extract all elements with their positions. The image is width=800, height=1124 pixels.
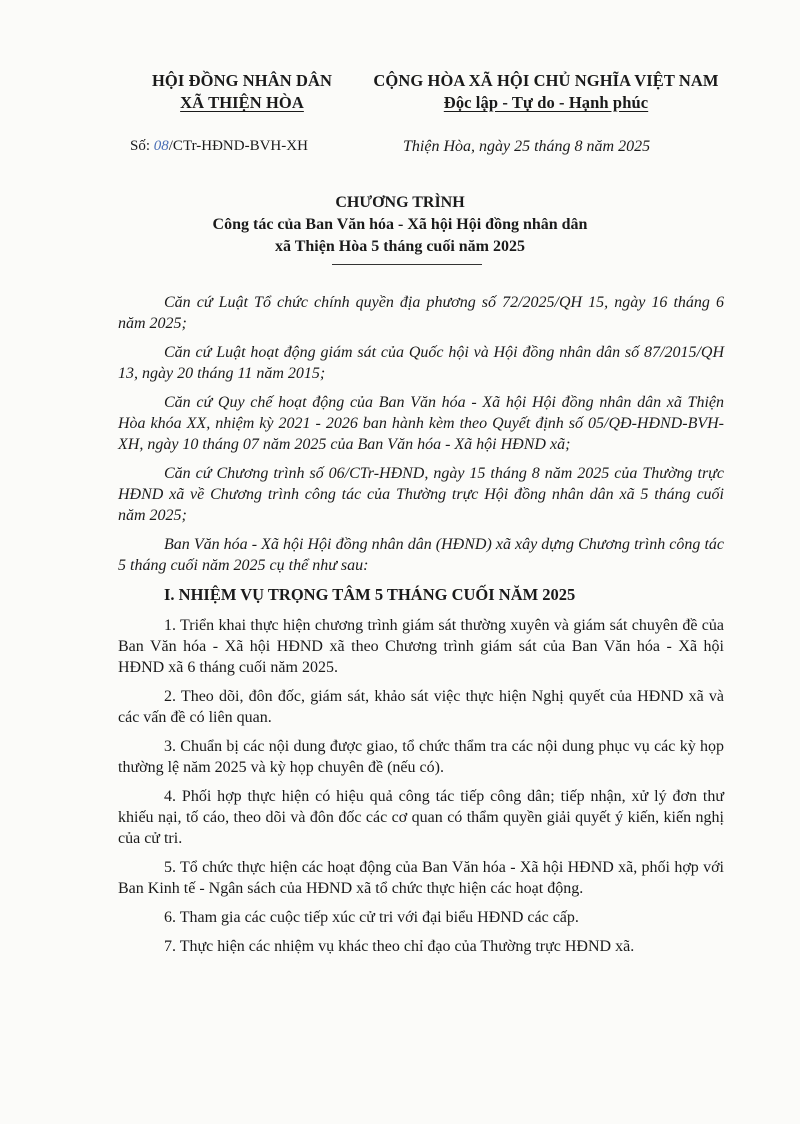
national-motto — [362, 70, 730, 114]
place-date: Thiện Hòa, ngày 25 tháng 8 năm 2025 — [403, 138, 651, 155]
document-title — [100, 192, 700, 258]
task-item: 6. Tham gia các cuộc tiếp xúc cử tri với đại biểu HĐND các cấp. — [164, 909, 579, 926]
document-body — [118, 292, 724, 965]
doc-number-suffix: /CTr-HĐND-BVH-XH — [168, 138, 308, 154]
motto: Độc lập - Tự do - Hạnh phúc — [443, 93, 649, 112]
task-item: 4. Phối hợp thực hiện có hiệu quả công tác tiếp công dân; tiếp nhận, xử lý đơn thư khiếu nại, tố cáo, theo dõi và đôn đốc các cơ quan có thẩm quyền giải quyết ý kiến, kiến nghị của cử tri. — [118, 788, 724, 847]
task-item: 2. Theo dõi, đôn đốc, giám sát, khảo sát việc thực hiện Nghị quyết của HĐND xã và các vấn đề có liên quan. — [118, 688, 724, 726]
preamble-paragraph: Căn cứ Luật hoạt động giám sát của Quốc hội và Hội đồng nhân dân số 87/2015/QH 13, ngày 20 tháng 11 năm 2015; — [118, 344, 724, 382]
preamble-paragraph: Căn cứ Chương trình số 06/CTr-HĐND, ngày 15 tháng 8 năm 2025 của Thường trực HĐND xã về Chương trình công tác của Thường trực Hội đồng nhân dân xã 5 tháng cuối năm 2025; — [118, 465, 724, 524]
agency-council-name: HỘI ĐỒNG NHÂN DÂN — [152, 71, 332, 90]
preamble-paragraph: Căn cứ Luật Tổ chức chính quyền địa phương số 72/2025/QH 15, ngày 16 tháng 6 năm 2025; — [118, 294, 724, 332]
preamble-paragraph: Ban Văn hóa - Xã hội Hội đồng nhân dân (HĐND) xã xây dựng Chương trình công tác 5 tháng cuối năm 2025 cụ thể như sau: — [118, 536, 724, 574]
task-item: 7. Thực hiện các nhiệm vụ khác theo chỉ đạo của Thường trực HĐND xã. — [164, 938, 635, 955]
task-item: 1. Triển khai thực hiện chương trình giám sát thường xuyên và giám sát chuyên đề của Ban Văn hóa - Xã hội HĐND xã theo Chương trình giám sát của Ban Văn hóa - Xã hội HĐND xã 6 tháng cuối năm 2025. — [118, 617, 724, 676]
issuing-agency — [122, 70, 362, 114]
task-item: 3. Chuẩn bị các nội dung được giao, tổ chức thẩm tra các nội dung phục vụ các kỳ họp thường lệ năm 2025 và kỳ họp chuyên đề (nếu có). — [118, 738, 724, 776]
preamble-paragraph: Căn cứ Quy chế hoạt động của Ban Văn hóa - Xã hội Hội đồng nhân dân xã Thiện Hòa khóa XX, nhiệm kỳ 2021 - 2026 ban hành kèm theo Quyết định số 05/QĐ-HĐND-BVH-XH, ngày 10 tháng 07 năm 2025 của Ban Văn hóa - Xã hội HĐND xã; — [118, 394, 724, 453]
section-heading: I. NHIỆM VỤ TRỌNG TÂM 5 THÁNG CUỐI NĂM 2025 — [164, 585, 576, 604]
country-name: CỘNG HÒA XÃ HỘI CHỦ NGHĨA VIỆT NAM — [373, 71, 719, 90]
task-item: 5. Tổ chức thực hiện các hoạt động của Ban Văn hóa - Xã hội HĐND xã, phối hợp với Ban Kinh tế - Ngân sách của HĐND xã tổ chức thực hiện các hoạt động. — [118, 859, 724, 897]
title-subject-2: xã Thiện Hòa 5 tháng cuối năm 2025 — [275, 238, 525, 255]
doc-number-prefix: Số: — [130, 138, 154, 154]
document-number — [130, 138, 308, 155]
agency-commune-name: XÃ THIỆN HÒA — [180, 93, 304, 112]
title-divider — [332, 264, 482, 265]
title-type: CHƯƠNG TRÌNH — [335, 194, 465, 211]
title-subject-1: Công tác của Ban Văn hóa - Xã hội Hội đồng nhân dân — [212, 216, 588, 233]
doc-number-value: 08 — [153, 138, 169, 154]
